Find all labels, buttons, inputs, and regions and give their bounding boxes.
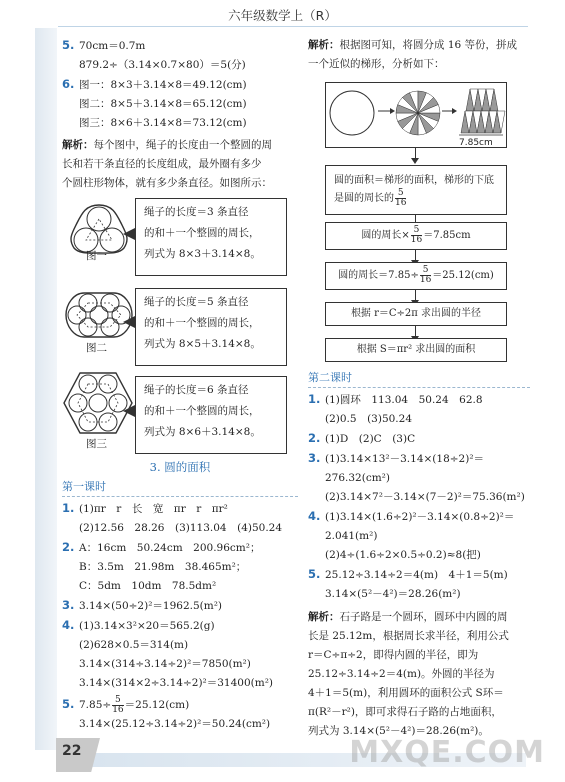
answer-text: ＝25.12(cm): [124, 699, 190, 711]
flow-text: ＝25.12(cm): [432, 270, 494, 281]
question-number: 4.: [308, 509, 321, 523]
flow-arrow: [415, 148, 416, 162]
answer-line: 70cm＝0.7m: [79, 40, 146, 52]
numerator: 5: [411, 226, 422, 236]
question-number: 4.: [62, 618, 75, 632]
hexagon-circles-figure: [62, 370, 134, 436]
lesson-title: 第一课时: [62, 480, 106, 493]
answer-line: (2)4÷(1.6÷2×0.5÷0.2)≈8(把): [325, 549, 481, 561]
figure-3-label: 图三: [86, 438, 107, 450]
page-number: 22: [62, 743, 82, 759]
analysis-text: 列式为 3.14×(5²－4²)＝28.26(m²)。: [308, 725, 489, 737]
question-number: 2.: [308, 431, 321, 445]
denominator: 16: [395, 198, 407, 208]
question-number: 5.: [62, 697, 75, 711]
answer-line: (1)D (2)C (3)C: [325, 433, 416, 445]
answer-line: (2)3.14×7²－3.14×(7－2)²＝75.36(m²): [325, 491, 525, 503]
right-column-bottom: [308, 368, 530, 741]
section-title: 3. 圆的面积: [149, 460, 211, 474]
explanation-line: 绳子的长度＝6 条直径: [144, 384, 249, 396]
figure-1-label: 图一: [86, 250, 107, 262]
answer-line: (1)3.14×(1.6÷2)²－3.14×(0.8÷2)²＝: [325, 511, 515, 523]
analysis-text: 长和若干条直径的长度组成，最外圈有多少: [62, 158, 262, 170]
analysis-text: 个圆柱形物体，就有多少条直径。如图所示：: [62, 177, 272, 189]
numerator: 5: [112, 696, 123, 706]
answer-line: 276.32(cm²): [325, 472, 390, 484]
question-number: 5.: [62, 38, 75, 52]
explanation-line: 列式为 8×5＋3.14×8。: [144, 338, 261, 350]
answer-line: C：5dm 10dm 78.5dm²: [79, 580, 217, 592]
answer-line: 图三：8×6＋3.14×8＝73.12(cm): [79, 117, 247, 129]
sector-circle: [396, 91, 440, 135]
flow-text: 是圆的周长的: [334, 193, 394, 204]
numerator: 5: [395, 189, 406, 199]
analysis-label: 解析：: [308, 611, 340, 623]
left-column-top: [62, 36, 294, 193]
bottom-length-label: 7.85cm: [459, 138, 493, 147]
circle-split-figure: [325, 82, 507, 148]
right-column-top: [308, 36, 530, 74]
lesson-divider: [308, 387, 530, 388]
figure-2-label: 图二: [86, 342, 107, 354]
analysis-text: π(R²－r²)，即可求得石子路的占地面积，: [308, 706, 502, 718]
arrow-icon: [123, 228, 137, 240]
analysis-label: 解析：: [62, 139, 94, 151]
flow-text: 圆的周长＝7.85÷: [338, 270, 419, 281]
page-spine: [35, 28, 57, 750]
flow-step-1: [325, 165, 507, 215]
watermark-logo: MXQE.COM: [349, 735, 545, 770]
answer-line: 3.14×(25.12÷3.14÷2)²＝50.24(cm²): [79, 718, 271, 730]
question-number: 3.: [308, 451, 321, 465]
explanation-line: 列式为 8×3＋3.14×8。: [144, 248, 261, 260]
answer-line: (2)628×0.5＝314(m): [79, 639, 189, 651]
arrow-icon: [123, 405, 137, 417]
denominator: 16: [410, 235, 423, 245]
analysis-text: 长是 25.12m，根据周长求半径，利用公式: [308, 630, 509, 642]
answer-line: (2)0.5 (3)50.24: [325, 413, 413, 425]
answer-line: 3.14×(314÷3.14÷2)²＝7850(m²): [79, 658, 251, 670]
analysis-text: 每个图中，绳子的长度由一个整圆的周: [93, 139, 272, 151]
question-number: 1.: [308, 392, 321, 406]
arrow-icon: [123, 316, 137, 328]
answer-line: B：3.5m 21.98m 38.465m²；: [79, 561, 247, 573]
answer-line: 图二：8×5＋3.14×8＝65.12(cm): [79, 98, 247, 110]
answer-line: 879.2÷（3.14×0.7×80）＝5(分): [79, 59, 246, 71]
answer-line: (1)πr r 长 宽 πr r πr²: [79, 503, 228, 515]
question-number: 3.: [62, 598, 75, 612]
answer-line: 图一：8×3＋3.14×8＝49.12(cm): [79, 79, 247, 91]
explanation-line: 的和＋一个整圆的周长，: [144, 317, 260, 329]
left-column-bottom: [62, 458, 298, 734]
answer-line: 2.041(m²): [325, 530, 378, 542]
flow-step-3: [325, 262, 507, 290]
fraction: [420, 266, 431, 285]
trapezoid-arrangement: [461, 89, 505, 133]
question-number: 5.: [308, 567, 321, 581]
numerator: 5: [420, 266, 431, 276]
header-divider: [58, 26, 528, 27]
answer-line: (1)3.14×13²－3.14×(18÷2)²＝: [325, 453, 485, 465]
flow-step-5: 根据 S＝πr² 求出圆的面积: [325, 338, 507, 362]
analysis-text: 一个近似的梯形，分析如下：: [308, 58, 445, 70]
explanation-line: 的和＋一个整圆的周长，: [144, 227, 260, 239]
fraction: [112, 696, 123, 715]
circle-trapezoid-illustration: [326, 83, 506, 147]
lesson-divider: [62, 496, 298, 497]
flow-step-4: 根据 r＝C÷2π 求出圆的半径: [325, 302, 507, 326]
answer-line: 3.14×(314×2÷3.14÷2)²＝31400(m²): [79, 677, 274, 689]
fraction: [411, 226, 422, 245]
analysis-label: 解析：: [308, 39, 340, 51]
seven-circles-figure: [64, 290, 134, 340]
flow-text: ＝7.85cm: [423, 230, 471, 241]
analysis-text: 根据图可知，将圆分成 16 等份，拼成: [339, 39, 518, 51]
explanation-line: 列式为 8×6＋3.14×8。: [144, 426, 261, 438]
question-number: 6.: [62, 77, 75, 91]
figure-1-explanation: [135, 198, 287, 276]
denominator: 16: [419, 275, 432, 285]
fraction: [395, 189, 406, 208]
denominator: 16: [112, 704, 124, 715]
flow-text: 圆的周长×: [361, 230, 410, 241]
figure-3-explanation: [135, 376, 287, 454]
lesson-title: 第二课时: [308, 371, 352, 384]
answer-line: 3.14×(50÷2)²＝1962.5(m²): [79, 600, 223, 612]
answer-line: 25.12÷3.14÷2＝4(m) 4＋1＝5(m): [325, 569, 508, 581]
answer-line: (1)圆环 113.04 50.24 62.8: [325, 394, 483, 406]
analysis-text: r＝C÷π÷2，即得内圆的半径，即为: [308, 649, 479, 661]
answer-line: 3.14×(5²－4²)＝28.26(m²): [325, 588, 461, 600]
explanation-line: 绳子的长度＝5 条直径: [144, 296, 249, 308]
analysis-text: 4＋1＝5(m)，利用圆环的面积公式 S环＝: [308, 687, 504, 699]
page-header: 六年级数学上（R）: [228, 8, 337, 23]
explanation-line: 的和＋一个整圆的周长，: [144, 405, 260, 417]
figure-2-explanation: [135, 288, 287, 366]
answer-line: (1)3.14×3²×20＝565.2(g): [79, 620, 215, 632]
analysis-text: 25.12÷3.14÷2＝4(m)。外圆的半径为: [308, 668, 495, 680]
question-number: 2.: [62, 540, 75, 554]
analysis-text: 石子路是一个圆环，圆环中内圆的周: [339, 611, 508, 623]
explanation-line: 绳子的长度＝3 条直径: [144, 206, 249, 218]
answer-text: 7.85÷: [79, 699, 112, 711]
flow-text: 圆的面积＝梯形的面积，梯形的下底: [334, 175, 494, 186]
answer-line: A：16cm 50.24cm 200.96cm²；: [79, 542, 261, 554]
question-number: 1.: [62, 501, 75, 515]
answer-line: (2)12.56 28.26 (3)113.04 (4)50.24: [79, 522, 283, 534]
flow-step-2: [325, 222, 507, 250]
